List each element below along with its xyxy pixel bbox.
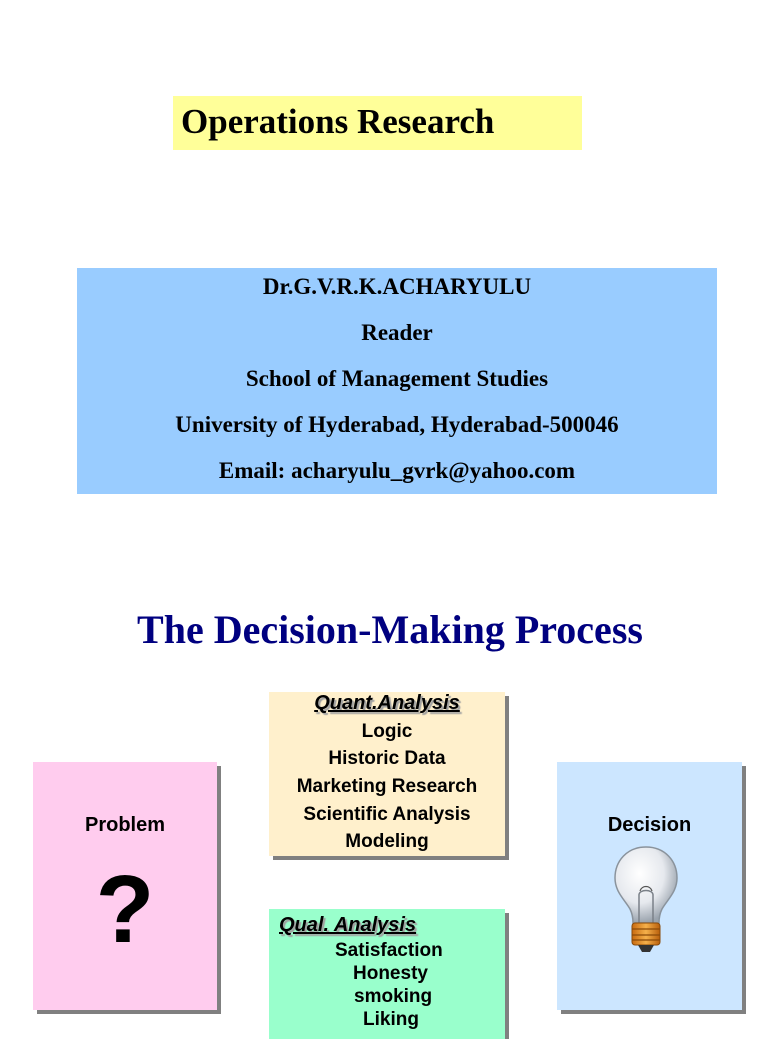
light-bulb-icon <box>611 845 681 955</box>
qual-item: smoking <box>354 986 433 1007</box>
author-designation: Reader <box>361 320 433 345</box>
problem-box <box>33 762 217 1010</box>
author-info-box <box>77 268 717 494</box>
quant-item: Scientific Analysis <box>303 804 471 825</box>
author-email: Email: acharyulu_gvrk@yahoo.com <box>218 458 576 483</box>
author-name: Dr.G.V.R.K.ACHARYULU <box>262 274 532 299</box>
author-school: School of Management Studies <box>245 366 549 391</box>
qual-item: Satisfaction <box>335 940 443 961</box>
quant-item: Historic Data <box>328 748 446 769</box>
qual-analysis-heading: Qual. Analysis <box>279 914 417 936</box>
quant-analysis-heading: Quant.Analysis <box>314 692 460 714</box>
decision-label: Decision <box>607 814 692 836</box>
quant-item: Logic <box>361 721 413 742</box>
problem-label: Problem <box>84 814 166 836</box>
diagram-heading: The Decision-Making Process <box>137 607 643 652</box>
title-box <box>173 96 582 150</box>
quant-item: Marketing Research <box>296 776 478 797</box>
decision-box <box>557 762 742 1010</box>
document-title: Operations Research <box>181 102 495 141</box>
author-university: University of Hyderabad, Hyderabad-500046 <box>175 412 619 437</box>
qual-item: Honesty <box>353 963 428 984</box>
qual-analysis-box <box>269 909 505 1039</box>
quant-analysis-box <box>269 692 505 856</box>
qual-item: Liking <box>363 1009 419 1030</box>
quant-item: Modeling <box>345 831 429 852</box>
question-mark-icon: ? <box>95 856 155 963</box>
